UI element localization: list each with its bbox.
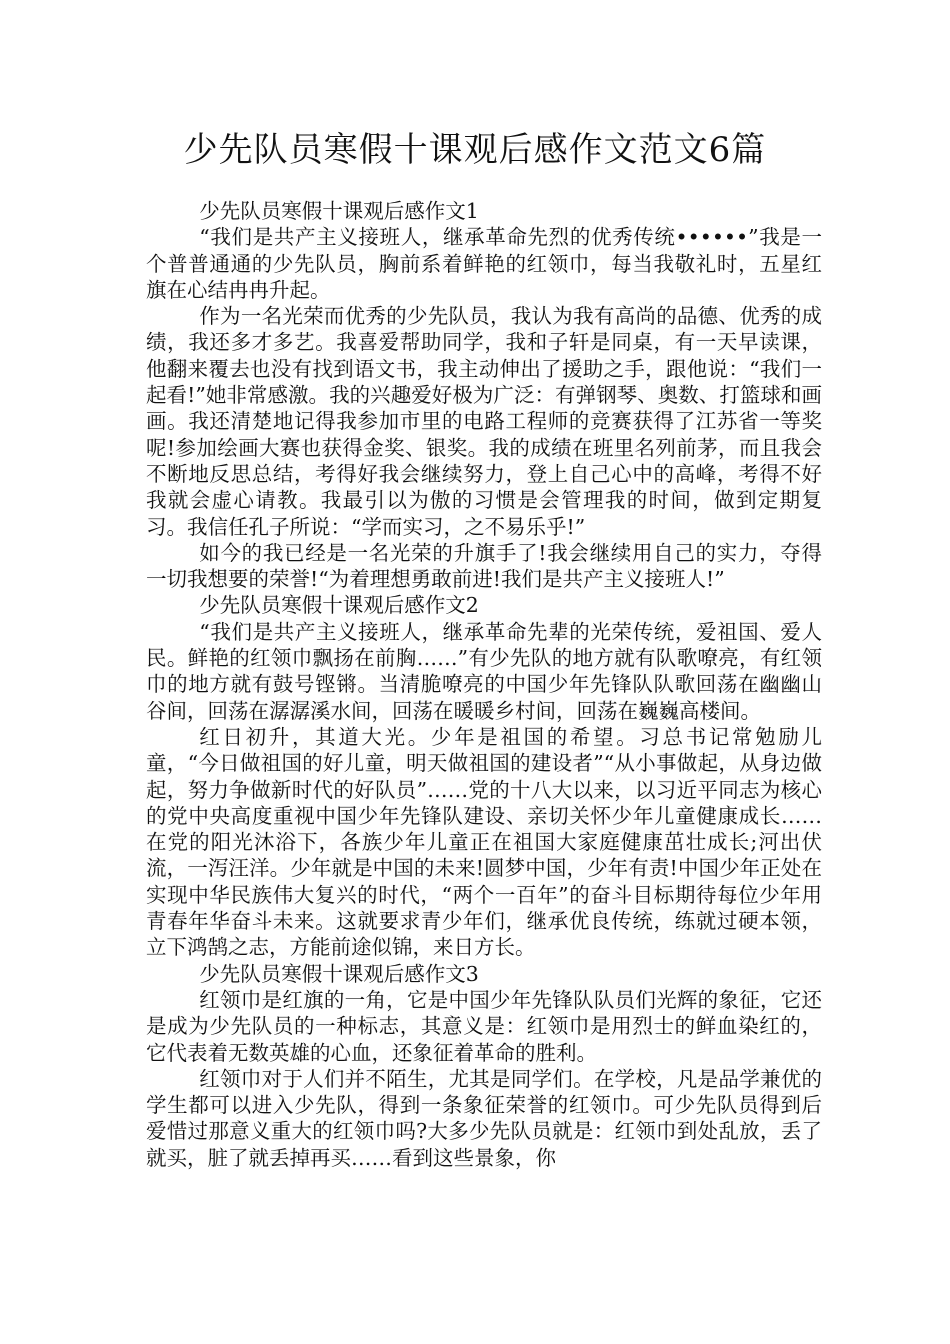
paragraph: 作为一名光荣而优秀的少先队员，我认为我有高尚的品德、优秀的成绩，我还多才多艺。我喜爱帮助同学，我和子轩是同桌，有一天早读课，他翻来覆去也没有找到语文书，我主动伸出了援助之手，跟他说：“我们一起看!”她非常感激。我的兴趣爱好极为广泛：有弹钢琴、奥数、打篮球和画画。我还清楚地记得我参加市里的电路工程师的竞赛获得了江苏省一等奖呢!参加绘画大赛也获得金奖、银奖。我的成绩在班里名列前茅，而且我会不断地反思总结，考得好我会继续努力，登上自己心中的高峰，考得不好我就会虚心请教。我最引以为傲的习惯是会管理我的时间，做到定期复习。我信任孔子所说：“学而实习，之不易乐乎!” <box>146 304 822 539</box>
paragraph: 红领巾是红旗的一角，它是中国少年先锋队队员们光辉的象征，它还是成为少先队员的一种标志，其意义是：红领巾是用烈士的鲜血染红的，它代表着无数英雄的心血，还象征着革命的胜利。 <box>146 987 822 1065</box>
section-heading: 少先队员寒假十课观后感作文1 <box>199 199 479 223</box>
paragraph: 红领巾对于人们并不陌生，尤其是同学们。在学校，凡是品学兼优的学生都可以进入少先队，得到一条象征荣誉的红领巾。可少先队员得到后爱惜过那意义重大的红领巾吗?大多少先队员就是：红领巾到处乱放，丢了就买，脏了就丢掉再买……看到这些景象，你 <box>146 1066 822 1170</box>
paragraph: 如今的我已经是一名光荣的升旗手了!我会继续用自己的实力，夺得一切我想要的荣誉!“为着理想勇敢前进!我们是共产主义接班人!” <box>146 540 822 592</box>
document-body <box>146 198 822 1171</box>
paragraph: “我们是共产主义接班人，继承革命先辈的光荣传统，爱祖国、爱人民。鲜艳的红领巾飘扬在前胸……”有少先队的地方就有队歌嘹亮，有红领巾的地方就有鼓号铿锵。当清脆嘹亮的中国少年先锋队队歌回荡在幽幽山谷间，回荡在潺潺溪水间，回荡在暖暖乡村间，回荡在巍巍高楼间。 <box>146 619 822 723</box>
document-title: 少先队员寒假十课观后感作文范文6篇 <box>183 130 767 170</box>
paragraph: “我们是共产主义接班人，继承革命先烈的优秀传统••••••”我是一个普普通通的少先队员，胸前系着鲜艳的红领巾，每当我敬礼时，五星红旗在心结冉冉升起。 <box>146 225 822 302</box>
section-heading: 少先队员寒假十课观后感作文3 <box>199 961 479 986</box>
section-heading: 少先队员寒假十课观后感作文2 <box>199 593 479 618</box>
paragraph: 红日初升，其道大光。少年是祖国的希望。习总书记常勉励儿童，“今日做祖国的好儿童，明天做祖国的建设者”“从小事做起，从身边做起，努力争做新时代的好队员”……党的十八大以来，以习近平同志为核心的党中央高度重视中国少年先锋队建设、亲切关怀少年儿童健康成长……在党的阳光沐浴下，各族少年儿童正在祖国大家庭健康茁壮成长;河出伏流，一泻汪洋。少年就是中国的未来!圆梦中国，少年有责!中国少年正处在实现中华民族伟大复兴的时代，“两个一百年”的奋斗目标期待每位少年用青春年华奋斗未来。这就要求青少年们，继承优良传统，练就过硬本领，立下鸿鹄之志，方能前途似锦，来日方长。 <box>146 724 822 960</box>
